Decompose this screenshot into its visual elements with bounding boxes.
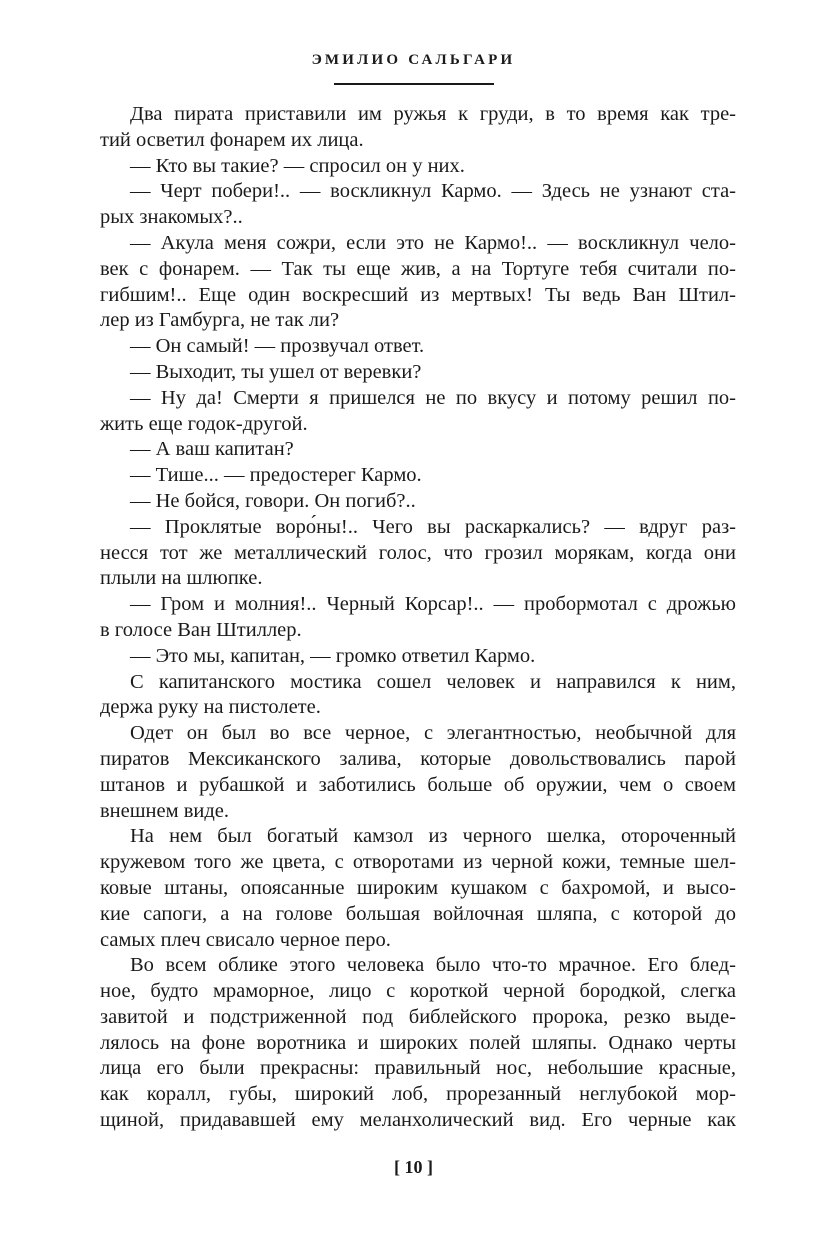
text-line: штанов и рубашкой и заботились больше об оружии, чем о своем [100,773,736,796]
text-line: век с фонарем. — Так ты еще жив, а на Тортуге тебя считали по- [100,257,736,280]
text-line: плыли на шлюпке. [100,567,263,590]
text-line: — Гром и молния!.. Черный Корсар!.. — пробормотал с дрожью [130,593,736,616]
text-line: ковые штаны, опоясанные широким кушаком с бахромой, и высо- [100,876,736,899]
text-line: в голосе Ван Штиллер. [100,618,302,641]
text-line: — Он самый! — прозвучал ответ. [130,335,425,358]
text-line: лер из Гамбурга, не так ли? [100,309,340,332]
text-line: рых знакомых?.. [100,206,243,229]
text-line: как коралл, губы, широкий лоб, прорезанный неглубокой мор- [100,1083,736,1106]
text-line: завитой и подстриженной под библейского пророка, резко выде- [100,1005,736,1028]
text-line: самых плеч свисало черное перо. [100,928,391,951]
text-line: внешнем виде. [100,799,230,822]
page-number: [ 10 ] [394,1157,433,1177]
text-line: — Выходит, ты ушел от веревки? [130,360,422,383]
text-line: — Тише... — предостерег Кармо. [130,464,422,487]
text-line: несся тот же металлический голос, что грозил морякам, когда они [100,541,736,564]
text-line: щиной, придававшей ему меланхолический вид. Его черные как [100,1109,736,1132]
text-line: ное, будто мраморное, лицо с короткой черной бородкой, слегка [100,980,736,1003]
text-line: тий осветил фонарем их лица. [100,128,364,151]
text-line: кие сапоги, а на голове большая войлочная шляпа, с которой до [100,902,736,925]
header-rule [334,83,494,85]
text-line: — Черт побери!.. — воскликнул Кармо. — Здесь не узнают ста- [130,180,736,203]
text-line: — Это мы, капитан, — громко ответил Кармо. [130,644,536,667]
text-line: пиратов Мексиканского залива, которые довольствовались парой [100,747,736,770]
text-line: Одет он был во все черное, с элегантностью, необычной для [130,722,736,745]
text-line: кружевом того же цвета, с отворотами из черной кожи, темные шел- [100,851,736,874]
text-line: держа руку на пистолете. [100,696,321,719]
text-line: Во всем облике этого человека было что-то мрачное. Его блед- [130,954,736,977]
text-line: — А ваш капитан? [130,438,294,461]
text-line: жить еще годок-другой. [100,412,308,435]
text-line: — Акула меня сожри, если это не Кармо!.. — воскликнул чело- [130,231,736,254]
text-line: — Ну да! Смерти я пришелся не по вкусу и потому решил по- [130,386,736,409]
text-line: — Кто вы такие? — спросил он у них. [130,154,465,177]
text-line: лялось на фоне воротника и широких полей шляпы. Однако черты [100,1031,736,1054]
text-line: лица его были прекрасны: правильный нос, небольшие красные, [100,1057,736,1080]
text-line: гибшим!.. Еще один воскресший из мертвых! Ты ведь Ван Штил- [100,283,736,306]
running-header: ЭМИЛИО САЛЬГАРИ [311,52,516,68]
text-line: Два пирата приставили им ружья к груди, в то время как тре- [130,103,736,125]
text-line: С капитанского мостика сошел человек и направился к ним, [130,670,736,693]
text-line: — Проклятые воро́ны!.. Чего вы раскаркались? — вдруг раз- [130,515,736,538]
body-text [100,102,736,1134]
text-line: — Не бойся, говори. Он погиб?.. [130,489,416,512]
text-line: На нем был богатый камзол из черного шелка, отороченный [130,825,736,848]
